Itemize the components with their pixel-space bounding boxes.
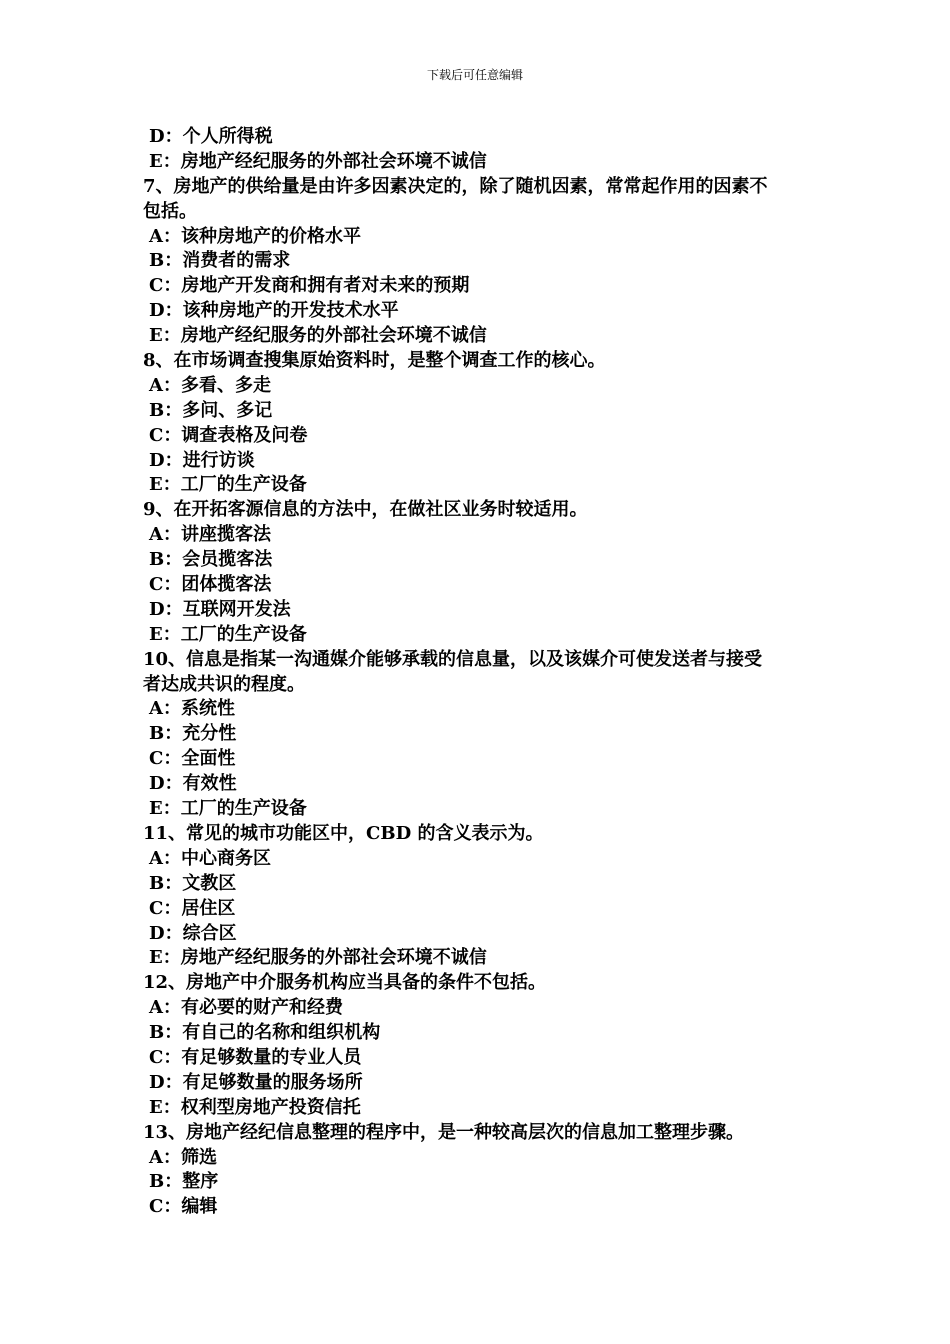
answer-option: D：有足够数量的服务场所 bbox=[149, 1071, 363, 1093]
answer-option: C：团体揽客法 bbox=[149, 574, 272, 596]
answer-option: C：有足够数量的专业人员 bbox=[149, 1046, 362, 1068]
question-text: 者达成共识的程度。 bbox=[143, 673, 305, 695]
answer-option: E：工厂的生产设备 bbox=[149, 798, 307, 820]
answer-option: A：筛选 bbox=[149, 1146, 217, 1168]
question-text: 8、在市场调查搜集原始资料时，是整个调查工作的核心。 bbox=[143, 350, 606, 372]
answer-option: C：居住区 bbox=[149, 897, 236, 919]
answer-option: D：进行访谈 bbox=[149, 449, 255, 471]
answer-option: C：调查表格及问卷 bbox=[149, 424, 308, 446]
answer-option: D：该种房地产的开发技术水平 bbox=[149, 300, 399, 322]
answer-option: E：房地产经纪服务的外部社会环境不诚信 bbox=[149, 947, 487, 969]
answer-option: B：文教区 bbox=[149, 872, 237, 894]
question-text: 10、信息是指某一沟通媒介能够承载的信息量，以及该媒介可使发送者与接受 bbox=[143, 648, 763, 670]
question-text: 12、房地产中介服务机构应当具备的条件不包括。 bbox=[143, 972, 547, 994]
question-text: 7、房地产的供给量是由许多因素决定的，除了随机因素，常常起作用的因素不 bbox=[143, 175, 768, 197]
answer-option: A：系统性 bbox=[149, 698, 235, 720]
answer-option: B：充分性 bbox=[149, 723, 237, 745]
answer-option: E：房地产经纪服务的外部社会环境不诚信 bbox=[149, 150, 487, 172]
answer-option: C：编辑 bbox=[149, 1196, 218, 1218]
question-text: 11、常见的城市功能区中，CBD 的含义表示为。 bbox=[143, 822, 544, 844]
answer-option: A：该种房地产的价格水平 bbox=[149, 225, 361, 247]
answer-option: A：中心商务区 bbox=[149, 847, 271, 869]
answer-option: A：讲座揽客法 bbox=[149, 524, 271, 546]
answer-option: A：有必要的财产和经费 bbox=[149, 997, 343, 1019]
answer-option: A：多看、多走 bbox=[149, 374, 271, 396]
answer-option: D：互联网开发法 bbox=[149, 598, 291, 620]
question-text: 9、在开拓客源信息的方法中，在做社区业务时较适用。 bbox=[143, 499, 588, 521]
answer-option: D：个人所得税 bbox=[149, 126, 273, 147]
answer-option: B：会员揽客法 bbox=[149, 549, 273, 571]
question-text: 13、房地产经纪信息整理的程序中，是一种较高层次的信息加工整理步骤。 bbox=[143, 1121, 745, 1143]
answer-option: D：综合区 bbox=[149, 922, 237, 944]
answer-option: E：工厂的生产设备 bbox=[149, 474, 307, 496]
answer-option: B：消费者的需求 bbox=[149, 250, 291, 272]
answer-option: B：有自己的名称和组织机构 bbox=[149, 1022, 381, 1044]
answer-option: C：全面性 bbox=[149, 748, 236, 770]
answer-option: B：多问、多记 bbox=[149, 399, 273, 421]
document-body bbox=[143, 125, 813, 1220]
page-header: 下载后可任意编辑 bbox=[426, 68, 523, 82]
answer-option: E：房地产经纪服务的外部社会环境不诚信 bbox=[149, 325, 487, 347]
answer-option: D：有效性 bbox=[149, 773, 237, 795]
question-text: 包括。 bbox=[143, 200, 197, 222]
answer-option: E：权利型房地产投资信托 bbox=[149, 1096, 361, 1118]
answer-option: B：整序 bbox=[149, 1171, 219, 1193]
answer-option: E：工厂的生产设备 bbox=[149, 623, 307, 645]
answer-option: C：房地产开发商和拥有者对未来的预期 bbox=[149, 275, 470, 297]
